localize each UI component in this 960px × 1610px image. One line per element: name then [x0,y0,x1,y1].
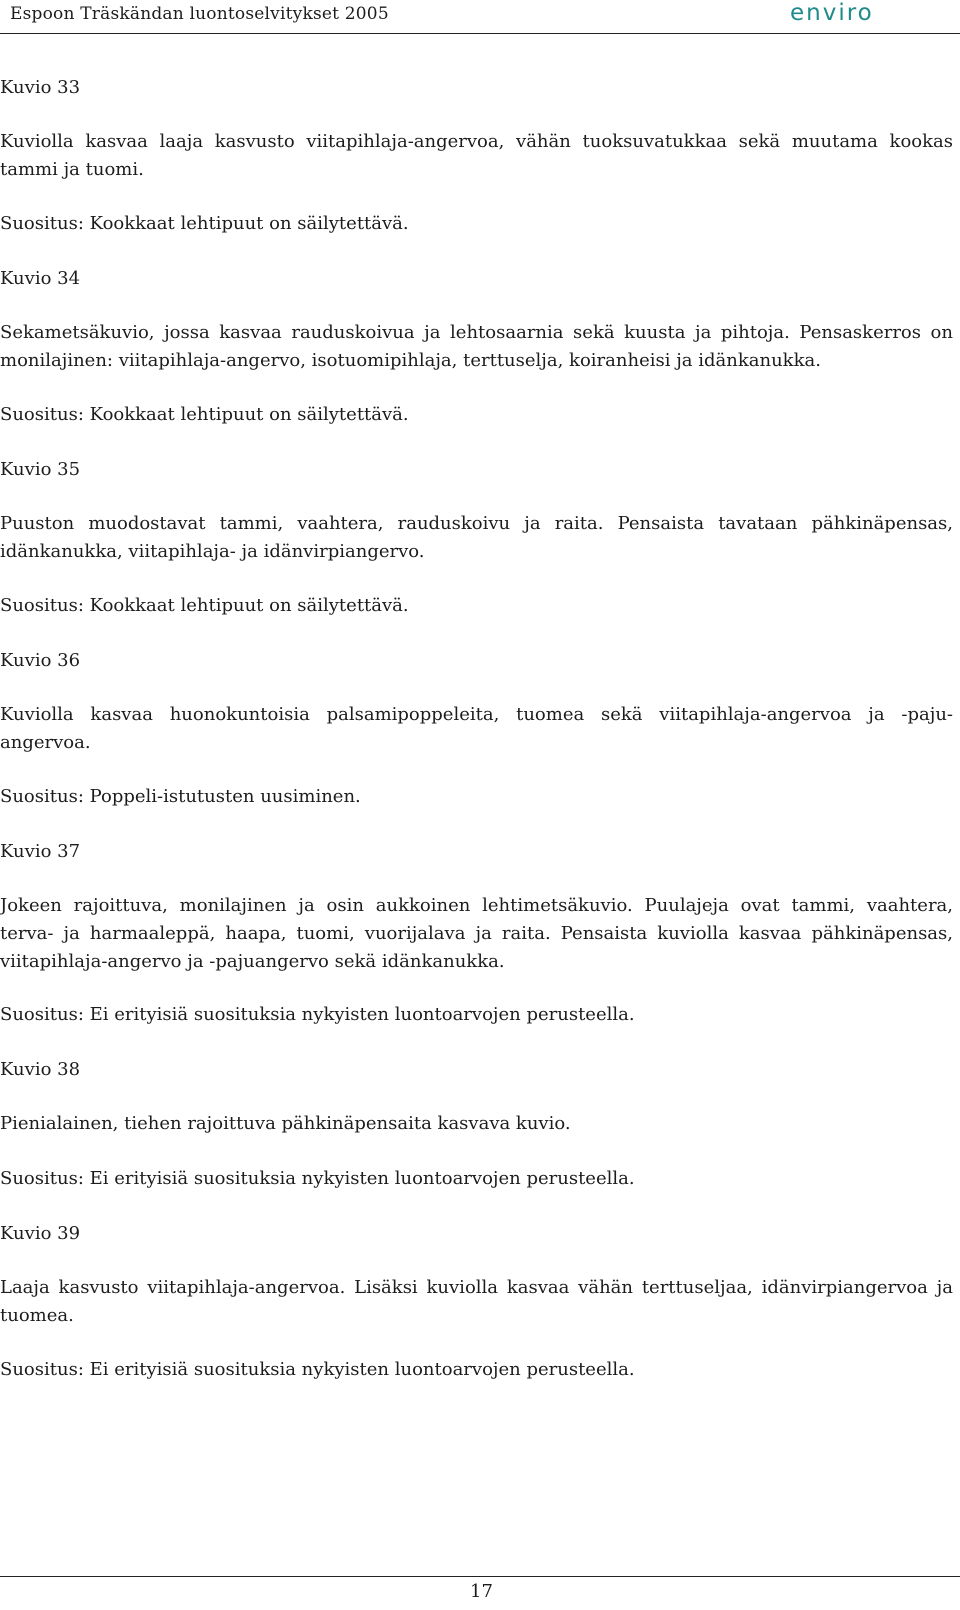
header-divider [0,33,960,34]
page-header [0,0,960,33]
description-line: Pienialainen, tiehen rajoittuva pähkinäpensaita kasvava kuvio. [0,1113,571,1134]
section-label: Kuvio 34 [0,268,81,289]
section-description [0,510,953,566]
section-label: Kuvio 37 [0,841,81,862]
description-line: viitapihlaja-angervo ja -pajuangervo sekä idänkanukka. [0,951,505,972]
description-line: Kuviolla kasvaa huonokuntoisia palsamipoppeleita, tuomea sekä viitapihlaja-angervoa ja -paju- [0,704,953,725]
page-number: 17 [470,1581,493,1602]
section-description [0,892,953,976]
description-line: Jokeen rajoittuva, monilajinen ja osin aukkoinen lehtimetsäkuvio. Puulajeja ovat tammi, vaahtera, [0,895,953,916]
description-line: Sekametsäkuvio, jossa kasvaa rauduskoivua ja lehtosaarnia sekä kuusta ja pihtoja. Pensaskerros on [0,322,953,343]
section-recommendation: Suositus: Ei erityisiä suosituksia nykyisten luontoarvojen perusteella. [0,1359,635,1380]
section-label: Kuvio 33 [0,77,81,98]
section-description [0,1274,953,1330]
section-label: Kuvio 39 [0,1223,81,1244]
section-recommendation: Suositus: Kookkaat lehtipuut on säilytettävä. [0,595,409,616]
description-line: angervoa. [0,732,91,753]
description-line: Laaja kasvusto viitapihlaja-angervoa. Lisäksi kuviolla kasvaa vähän terttuseljaa, idänvirpiangervoa ja [0,1277,953,1298]
section-description [0,319,953,375]
footer-divider [0,1576,960,1577]
section-recommendation: Suositus: Kookkaat lehtipuut on säilytettävä. [0,213,409,234]
section-recommendation: Suositus: Kookkaat lehtipuut on säilytettävä. [0,404,409,425]
document-title: Espoon Träskändan luontoselvitykset 2005 [10,4,389,24]
section-description [0,1110,953,1138]
description-line: monilajinen: viitapihlaja-angervo, isotuomipihlaja, terttuselja, koiranheisi ja idänkanukka. [0,350,821,371]
section-label: Kuvio 38 [0,1059,81,1080]
description-line: tuomea. [0,1305,74,1326]
description-line: idänkanukka, viitapihlaja- ja idänvirpiangervo. [0,541,425,562]
section-label: Kuvio 35 [0,459,81,480]
section-recommendation: Suositus: Poppeli-istutusten uusiminen. [0,786,361,807]
section-recommendation: Suositus: Ei erityisiä suosituksia nykyisten luontoarvojen perusteella. [0,1004,635,1025]
enviro-logo: enviro [790,0,874,26]
section-recommendation: Suositus: Ei erityisiä suosituksia nykyisten luontoarvojen perusteella. [0,1168,635,1189]
description-line: Puuston muodostavat tammi, vaahtera, rauduskoivu ja raita. Pensaista tavataan pähkinäpensas, [0,513,953,534]
description-line: tammi ja tuomi. [0,159,144,180]
section-description [0,701,953,757]
section-description [0,128,953,184]
section-label: Kuvio 36 [0,650,81,671]
description-line: terva- ja harmaaleppä, haapa, tuomi, vuorijalava ja raita. Pensaista kuviolla kasvaa pähkinäpensas, [0,923,953,944]
description-line: Kuviolla kasvaa laaja kasvusto viitapihlaja-angervoa, vähän tuoksuvatukkaa sekä muutama kookas [0,131,953,152]
